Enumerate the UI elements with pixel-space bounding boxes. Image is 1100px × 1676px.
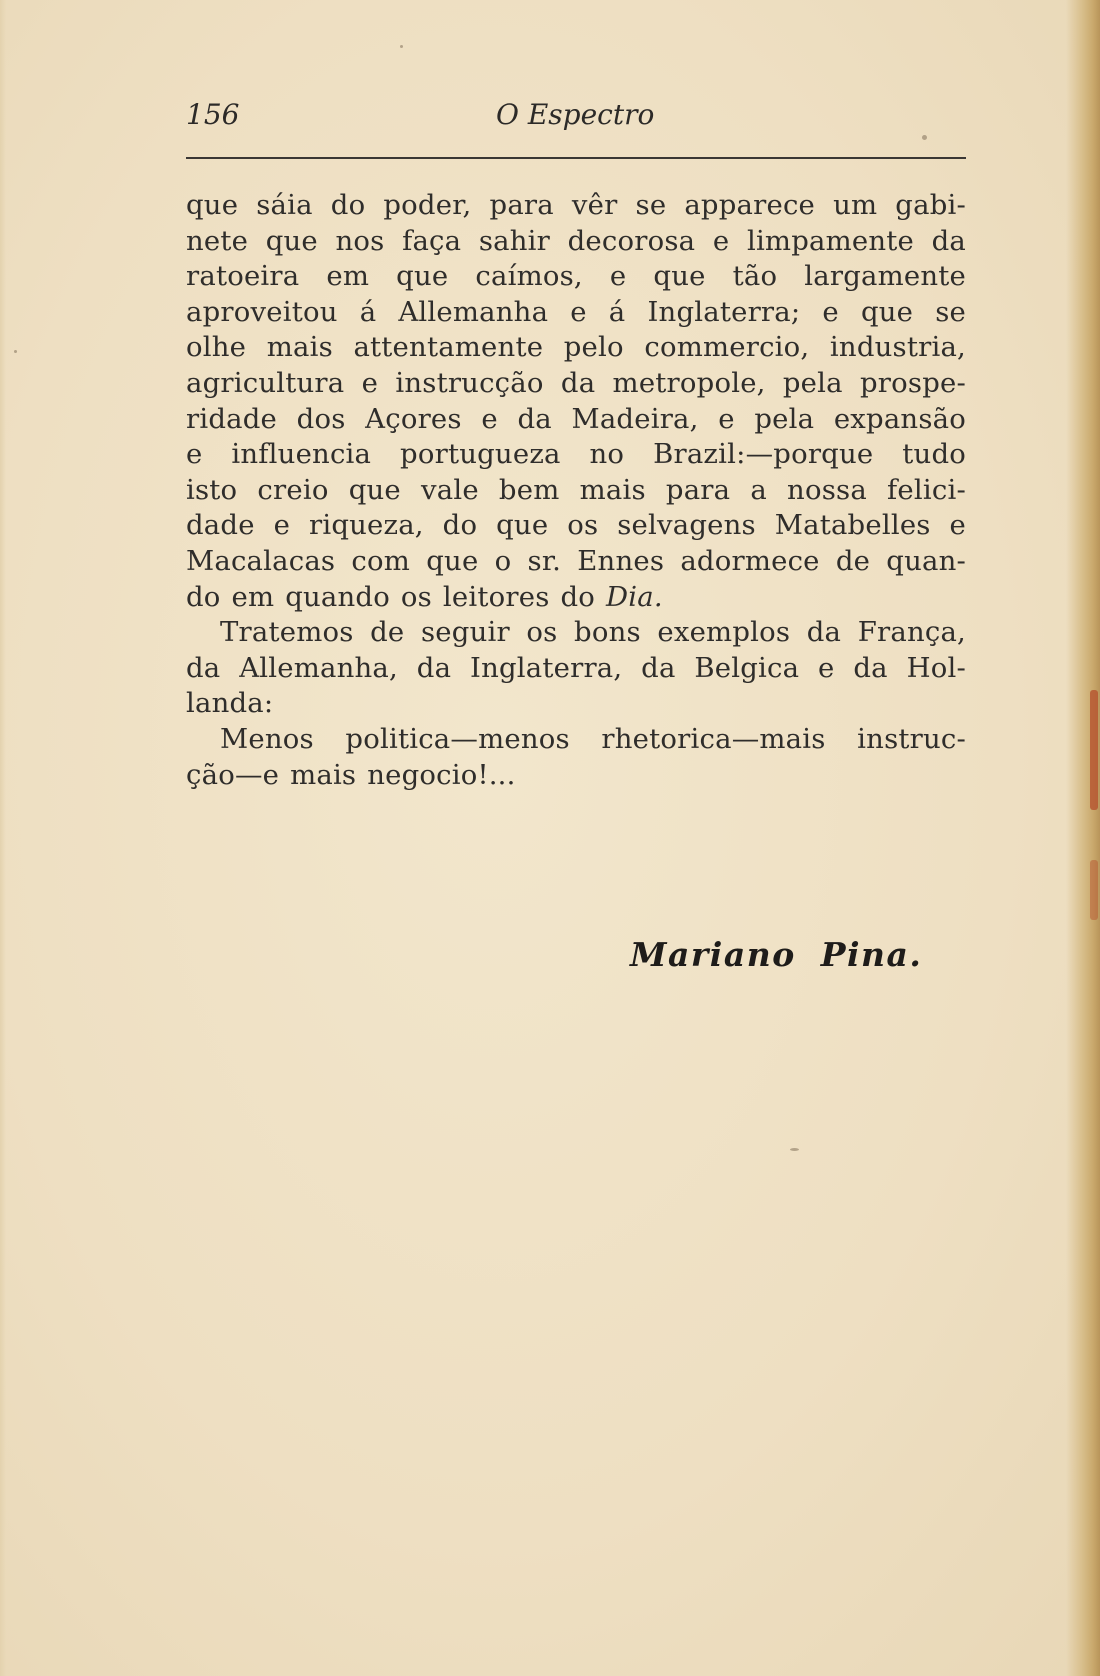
page-number: 156 — [186, 98, 240, 131]
header-rule — [186, 157, 966, 159]
paper-speck — [790, 1148, 799, 1151]
text-line: Menos politica—menos rhetorica—mais instruc- — [220, 722, 966, 755]
page-header — [186, 98, 966, 140]
text-line: Tratemos de seguir os bons exemplos da França, — [220, 616, 966, 649]
text-line: que sáia do poder, para vêr se apparece um gabi- — [186, 189, 966, 221]
text-line: landa: — [186, 687, 274, 720]
text-line: da Allemanha, da Inglaterra, da Belgica e da Hol- — [186, 651, 966, 684]
page-edge-stain — [1090, 690, 1098, 810]
text-line: ratoeira em que caímos, e que tão largamente — [186, 260, 966, 293]
text-line: dade e riqueza, do que os selvagens Matabelles e — [186, 509, 966, 542]
newspaper-title: Dia. — [605, 580, 663, 613]
text-line: olhe mais attentamente pelo commercio, industria, — [186, 331, 966, 364]
text-line: agricultura e instrucção da metropole, pela prospe- — [186, 366, 966, 399]
body-text — [186, 188, 966, 793]
running-title: O Espectro — [496, 98, 655, 131]
text-line-prefix: do em quando os leitores do — [186, 580, 606, 613]
text-line: ridade dos Açores e da Madeira, e pela expansão — [186, 402, 966, 435]
text-line: nete que nos faça sahir decorosa e limpamente da — [186, 224, 966, 257]
text-line: aproveitou á Allemanha e á Inglaterra; e que se — [186, 295, 966, 328]
page-edge-stain — [1090, 860, 1098, 920]
right-page-edge — [1066, 0, 1100, 1676]
paper-speck — [14, 350, 17, 353]
paper-speck — [922, 135, 927, 140]
text-line — [186, 580, 966, 616]
left-page-edge — [0, 0, 6, 1676]
text-line: ção—e mais negocio!... — [186, 758, 516, 791]
text-line: Macalacas com que o sr. Ennes adormece de quan- — [186, 544, 966, 577]
text-line: isto creio que vale bem mais para a nossa felici- — [186, 473, 966, 506]
paper-speck — [400, 45, 403, 48]
author-signature: Mariano Pina. — [630, 935, 923, 974]
text-line: e influencia portugueza no Brazil:—porque tudo — [186, 438, 966, 471]
